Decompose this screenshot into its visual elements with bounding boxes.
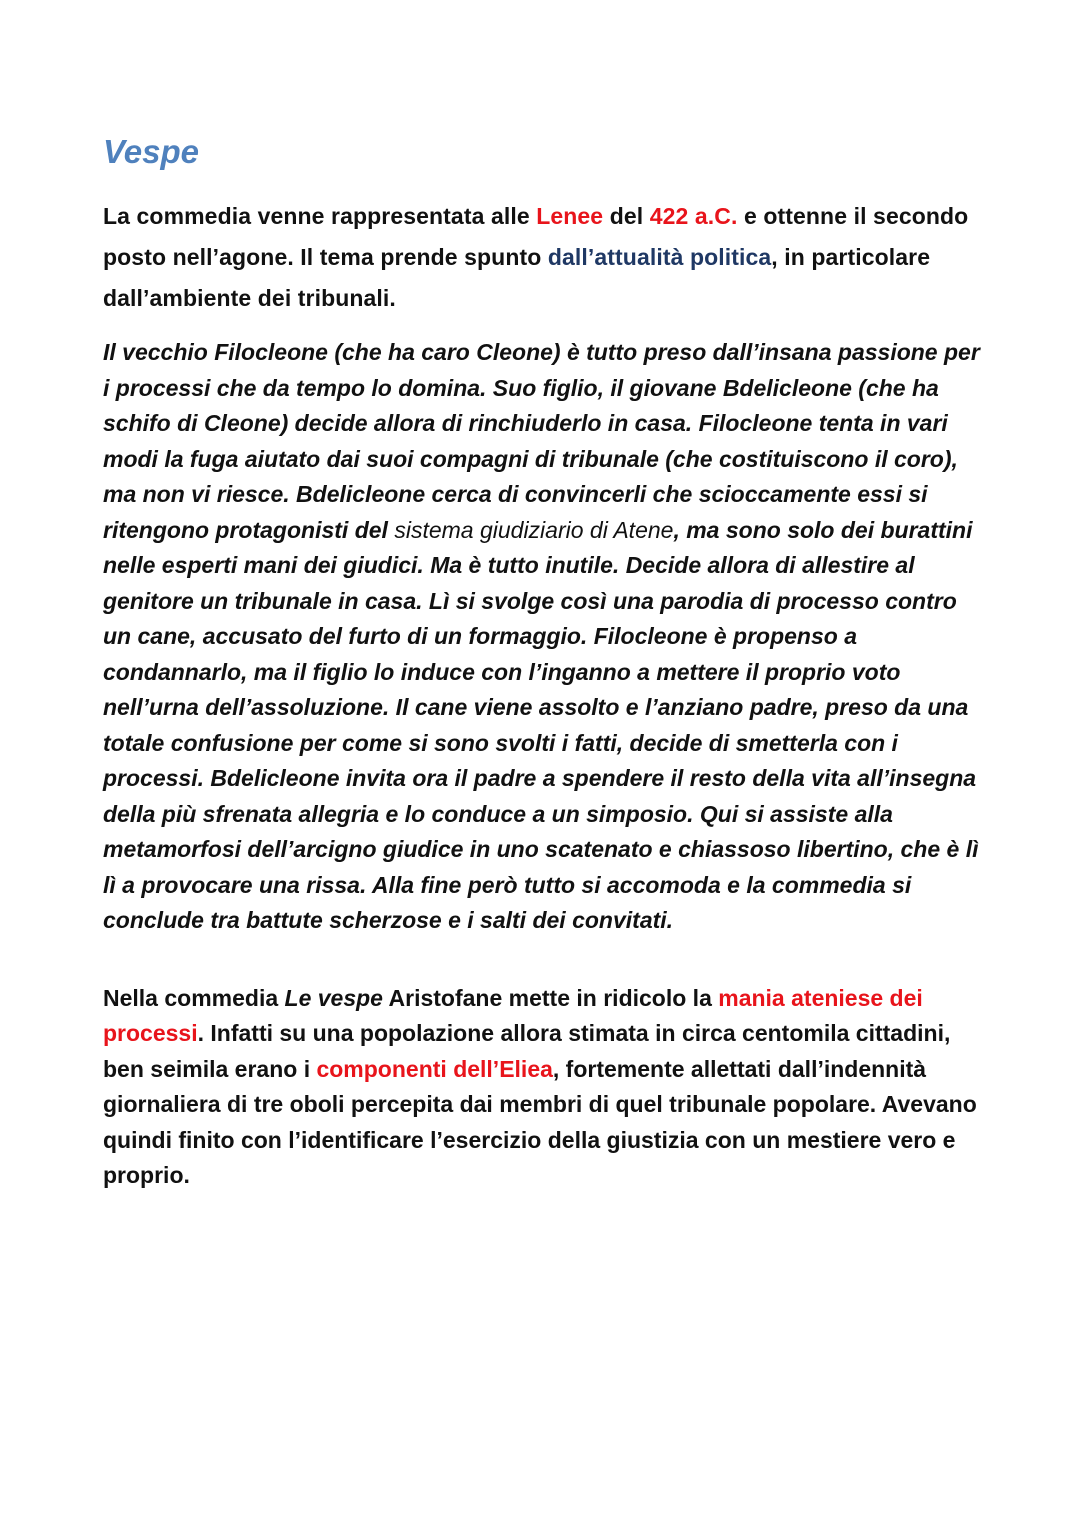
intro-text: e ottenne il secondo posto nell’agone. Il tema prende spunto — [103, 203, 969, 270]
attualita-highlight: dall’attualità politica — [547, 244, 772, 270]
intro-paragraph — [103, 196, 983, 319]
year-highlight: 422 a.C. — [649, 203, 738, 229]
analysis-text: Nella commedia — [103, 984, 285, 1011]
plot-text: , ma sono solo dei burattini nelle esperti mani dei giudici. Ma è tutto inutile. Decide allora di allestire al genitore un tribunale in casa. Lì si svolge così una parodia di processo contro un cane, accusato del furto di un formaggio. Filocleone è propenso a condannarlo, ma il figlio lo induce con l’inganno a mettere il proprio voto nell’urna dell’assoluzione. Il cane viene assolto e l’anziano padre, preso da una totale confusione per come si sono svolti i fatti, decide di smetterla con i processi. Bdelicleone invita ora il padre a spendere il resto della vita all’insegna della più sfrenata allegria e lo conduce a un simposio. Qui si assiste alla metamorfosi dell’arcigno giudice in uno scatenato e chiassoso libertino, che è lì lì a provocare una rissa. Alla fine però tutto si accomoda e la commedia si conclude tra battute scherzose e i salti dei convitati. — [103, 516, 979, 933]
analysis-text: , fortemente allettati dall’indennità giornaliera di tre oboli percepita dai membri di quel tribunale popolare. Avevano quindi finito con l’identificare l’esercizio della giustizia con un mestiere vero e proprio. — [103, 1055, 977, 1188]
work-title: Le vespe — [284, 984, 383, 1011]
plot-text: Il vecchio Filocleone (che ha caro Cleone) è tutto preso dall’insana passione per i processi che da tempo lo domina. Suo figlio, il giovane Bdelicleone (che ha schifo di Cleone) decide allora di rinchiuderlo in casa. Filocleone tenta in vari modi la fuga aiutato dai suoi compagni di tribunale (che costituiscono il coro), ma non vi riesce. Bdelicleone cerca di convincerli che scioccamente essi si ritengono protagonisti del — [103, 339, 980, 543]
sistema-giudiziario-text: sistema giudiziario di Atene — [394, 516, 674, 543]
mania-highlight: mania ateniese dei processi — [103, 984, 923, 1046]
document-page — [103, 128, 983, 1194]
lenee-highlight: Lenee — [536, 203, 604, 229]
page-title: Vespe — [103, 133, 200, 170]
intro-text: La commedia venne rappresentata alle — [103, 203, 537, 229]
analysis-text: Aristofane mette in ridicolo la — [382, 984, 719, 1011]
intro-text: del — [603, 203, 650, 229]
intro-text: , in particolare dall’ambiente dei tribunali. — [103, 244, 931, 311]
eliea-highlight: componenti dell’Eliea — [316, 1055, 553, 1082]
analysis-text: . Infatti su una popolazione allora stimata in circa centomila cittadini, ben seimila erano i — [103, 1020, 951, 1082]
plot-summary-paragraph — [103, 335, 983, 939]
analysis-paragraph — [103, 981, 983, 1194]
